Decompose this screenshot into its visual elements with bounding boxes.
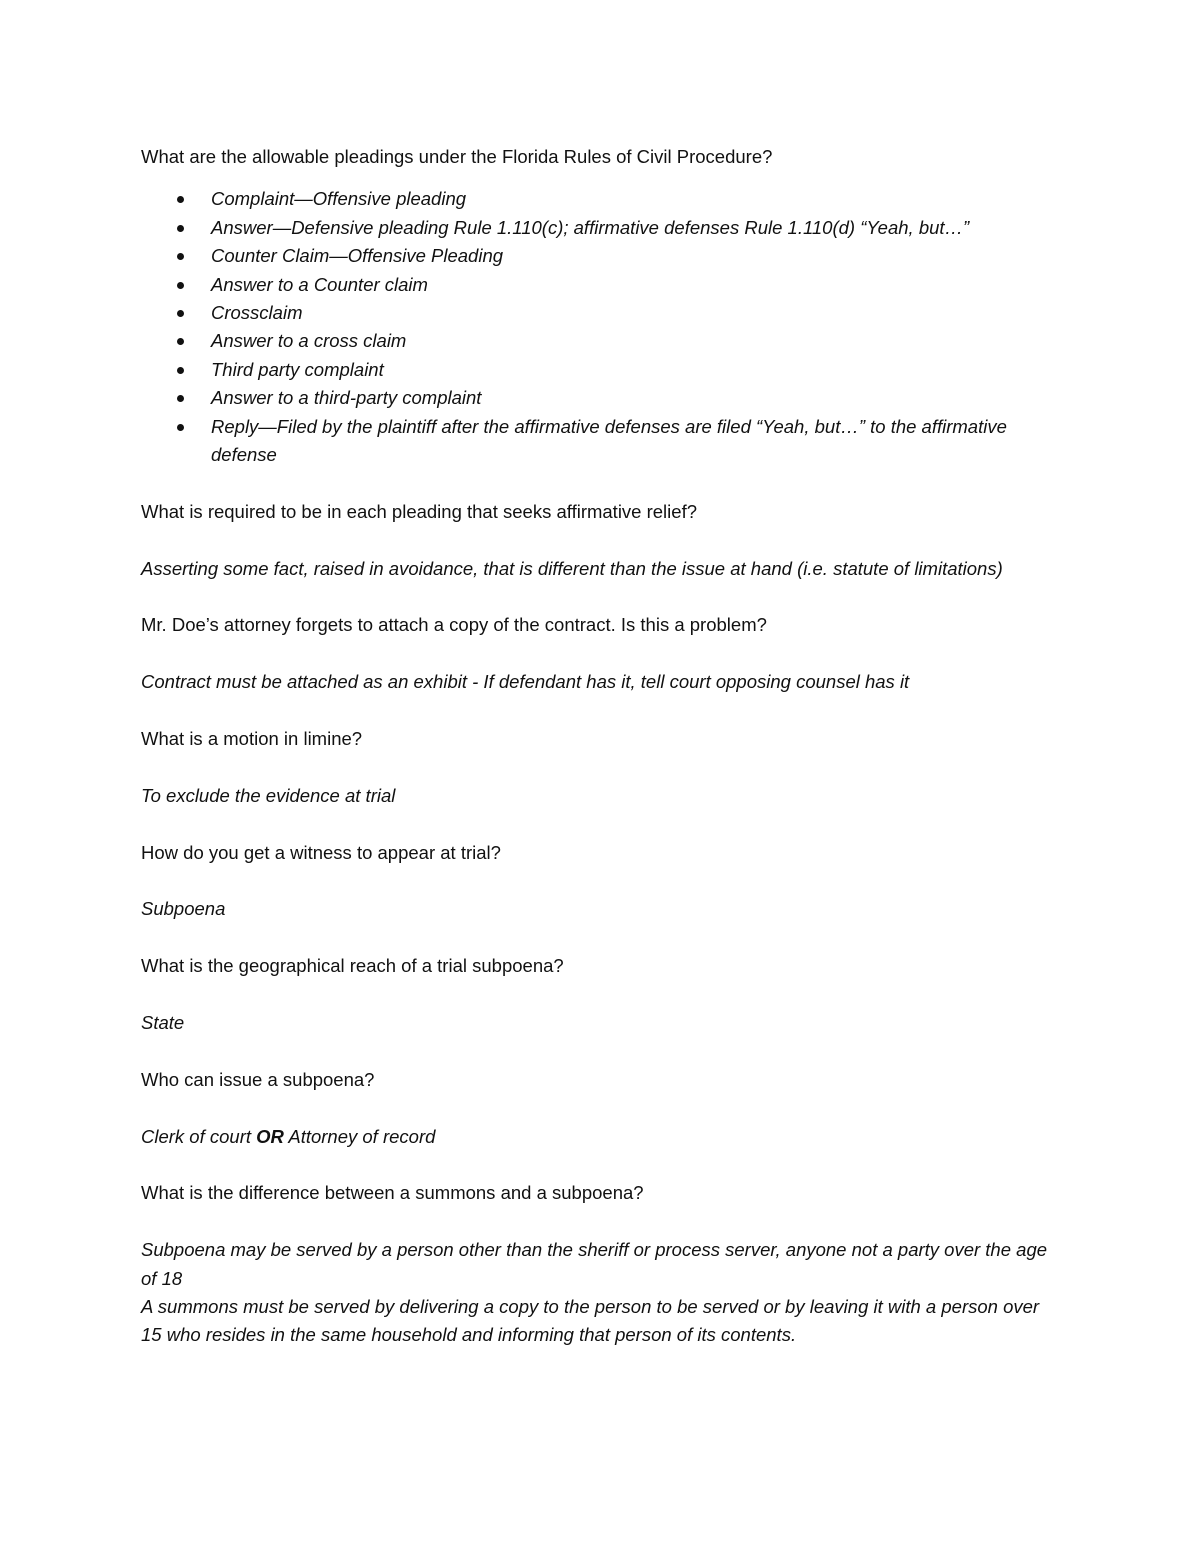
list-item: Third party complaint — [141, 356, 1061, 384]
answer-summons-vs-subpoena — [141, 1236, 1061, 1350]
question-summons-vs-subpoena: What is the difference between a summons and a subpoena? — [141, 1182, 644, 1204]
question-motion-in-limine: What is a motion in limine? — [141, 728, 363, 750]
answer-subpoena-service: Subpoena may be served by a person other than the sheriff or process server, anyone not a party over the age of 18 — [141, 1239, 1048, 1289]
bullet-icon — [177, 310, 184, 317]
bullet-icon — [177, 253, 184, 260]
bullet-icon — [177, 424, 184, 431]
question-subpoena-reach: What is the geographical reach of a trial subpoena? — [141, 955, 564, 977]
question-contract-attachment: Mr. Doe’s attorney forgets to attach a copy of the contract. Is this a problem? — [141, 614, 767, 636]
list-item: Counter Claim—Offensive Pleading — [141, 242, 1061, 270]
document-body — [141, 143, 1061, 1350]
question-who-issues-subpoena: Who can issue a subpoena? — [141, 1068, 375, 1090]
bullet-icon — [177, 196, 184, 203]
list-item: Answer to a Counter claim — [141, 271, 1061, 299]
answer-motion-in-limine: To exclude the evidence at trial — [141, 784, 396, 806]
question-affirmative-relief: What is required to be in each pleading that seeks affirmative relief? — [141, 500, 697, 522]
answer-witness-appear: Subpoena — [141, 898, 226, 920]
list-item: Answer to a cross claim — [141, 327, 1061, 355]
answer-subpoena-reach: State — [141, 1012, 185, 1034]
answer-who-issues-subpoena: Clerk of court OR Attorney of record — [141, 1125, 436, 1147]
bullet-icon — [177, 338, 184, 345]
bullet-icon — [177, 282, 184, 289]
bullet-icon — [177, 367, 184, 374]
list-item: Answer—Defensive pleading Rule 1.110(c); affirmative defenses Rule 1.110(d) “Yeah, but…” — [141, 214, 1061, 242]
pleadings-list — [141, 185, 1061, 469]
answer-contract-attachment: Contract must be attached as an exhibit - If defendant has it, tell court opposing counsel has it — [141, 671, 910, 693]
bullet-icon — [177, 395, 184, 402]
answer-affirmative-relief: Asserting some fact, raised in avoidance, that is different than the issue at hand (i.e. statute of limitations) — [141, 557, 1003, 579]
question-witness-appear: How do you get a witness to appear at trial? — [141, 841, 501, 863]
emphasis-or: OR — [256, 1125, 284, 1147]
bullet-icon — [177, 225, 184, 232]
question-allowable-pleadings: What are the allowable pleadings under the Florida Rules of Civil Procedure? — [141, 146, 773, 167]
answer-summons-service: A summons must be served by delivering a copy to the person to be served or by leaving it with a person over 15 who resides in the same household and informing that person of its contents. — [141, 1296, 1040, 1346]
list-item: Complaint—Offensive pleading — [141, 185, 1061, 213]
list-item: Crossclaim — [141, 299, 1061, 327]
list-item: Reply—Filed by the plaintiff after the affirmative defenses are filed “Yeah, but…” to the affirmative defense — [141, 413, 1061, 470]
list-item: Answer to a third-party complaint — [141, 384, 1061, 412]
